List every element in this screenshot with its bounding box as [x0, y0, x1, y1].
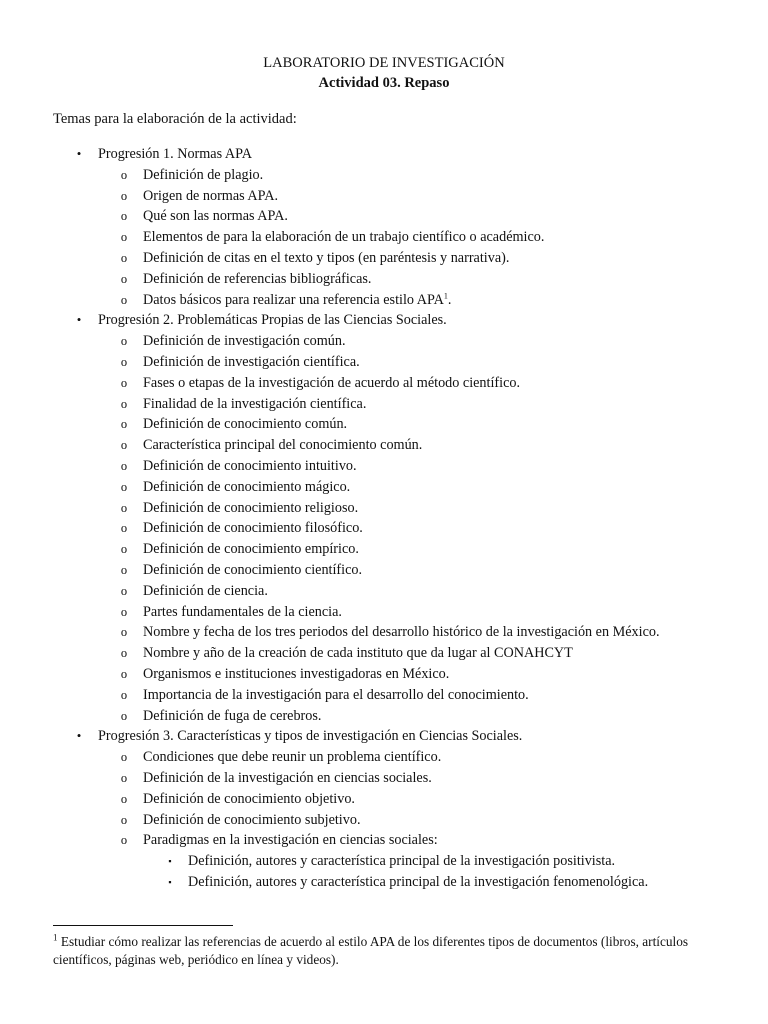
circle-marker: o: [120, 209, 128, 224]
list-item-text: [143, 498, 358, 519]
circle-marker: o: [120, 500, 128, 515]
list-item-text: [143, 331, 346, 352]
circle-marker: o: [120, 812, 128, 827]
circle-marker: o: [120, 521, 128, 536]
list-item-text: [143, 810, 361, 831]
list-item-text: [143, 643, 573, 664]
list-item-label: Definición de conocimiento objetivo.: [143, 790, 355, 807]
list-item-text: [143, 269, 371, 290]
list-item-text: [143, 664, 449, 685]
list-item: [0, 747, 768, 768]
list-item: [0, 706, 768, 727]
list-item-label: Qué son las normas APA.: [143, 208, 288, 225]
list-item: [0, 768, 768, 789]
bullet-marker: •: [76, 146, 82, 161]
list-item: [0, 373, 768, 394]
sub-list-item: [0, 872, 768, 893]
square-marker: ▪: [168, 876, 172, 887]
circle-marker: o: [120, 417, 128, 432]
circle-marker: o: [120, 625, 128, 640]
bullet-marker: •: [76, 312, 82, 328]
square-marker: ▪: [168, 856, 172, 867]
list-item-text: [143, 227, 544, 248]
list-item-label: Definición de conocimiento científico.: [143, 561, 363, 578]
circle-marker: o: [120, 167, 128, 182]
circle-marker: o: [120, 833, 128, 848]
list-item-text: [188, 851, 615, 872]
circle-marker: o: [120, 604, 128, 619]
list-item-text: [98, 310, 447, 331]
footnote: [53, 933, 723, 969]
list-item-label: Definición de investigación científica.: [143, 353, 360, 370]
section-heading: [0, 310, 768, 331]
circle-marker: o: [120, 230, 128, 245]
circle-marker: o: [120, 375, 128, 390]
list-item: [0, 165, 768, 186]
topic-list: [0, 144, 768, 893]
list-item: [0, 602, 768, 623]
list-item: [0, 206, 768, 227]
list-item-label: Definición de ciencia.: [143, 582, 268, 599]
document-subtitle: Actividad 03. Repaso: [318, 75, 450, 91]
list-item-text: [143, 435, 422, 456]
list-item-label: Definición de conocimiento filosófico.: [143, 520, 363, 537]
list-item-label: Nombre y fecha de los tres periodos del desarrollo histórico de la investigación en México.: [143, 624, 660, 641]
list-item-label: Nombre y año de la creación de cada instituto que da lugar al CONAHCYT: [143, 645, 573, 662]
list-item-text: [143, 414, 347, 435]
list-item-label: Progresión 1. Normas APA: [98, 146, 252, 162]
circle-marker: o: [120, 188, 128, 203]
list-item-text: [143, 373, 520, 394]
list-item-label: Progresión 2. Problemáticas Propias de las Ciencias Sociales.: [98, 312, 447, 329]
circle-marker: o: [120, 708, 128, 723]
list-item-label: Partes fundamentales de la ciencia.: [143, 603, 342, 620]
circle-marker: o: [120, 791, 128, 806]
footnote-reference: 1: [443, 290, 448, 300]
bullet-marker: •: [76, 728, 82, 744]
list-item-label: Definición, autores y característica principal de la investigación positivista.: [188, 853, 616, 870]
footnote-text: Estudiar cómo realizar las referencias de acuerdo al estilo APA de los diferentes tipos de documentos (libros, artículos científicos, páginas web, periódico en línea y videos).: [53, 934, 689, 967]
list-item-label: Definición de investigación común.: [143, 333, 346, 350]
list-item: [0, 664, 768, 685]
list-item: [0, 269, 768, 290]
list-item-text: [143, 456, 357, 477]
circle-marker: o: [120, 666, 128, 681]
circle-marker: o: [120, 271, 128, 286]
list-item: [0, 477, 768, 498]
list-item: [0, 186, 768, 207]
list-item-label: Condiciones que debe reunir un problema científico.: [143, 749, 442, 766]
circle-marker: o: [120, 750, 128, 765]
list-item-label: Importancia de la investigación para el desarrollo del conocimiento.: [143, 686, 529, 703]
list-item-label: Paradigmas en la investigación en ciencias sociales:: [143, 832, 438, 849]
list-item-text: [143, 290, 451, 311]
list-item-label: Característica principal del conocimiento común.: [143, 437, 423, 454]
list-item: [0, 643, 768, 664]
list-item-text: [143, 830, 438, 851]
list-item: [0, 539, 768, 560]
circle-marker: o: [120, 542, 128, 557]
list-item-text: [143, 560, 362, 581]
list-item-label: Fases o etapas de la investigación de acuerdo al método científico.: [143, 374, 521, 391]
list-item: [0, 394, 768, 415]
footnote-number: 1: [53, 932, 58, 943]
list-item-text: [143, 165, 263, 186]
list-item-text: [143, 581, 268, 602]
list-item-suffix: .: [447, 291, 452, 308]
circle-marker: o: [120, 646, 128, 661]
list-item: [0, 685, 768, 706]
footnote-separator: [53, 925, 233, 926]
list-item-label: Definición de conocimiento empírico.: [143, 541, 359, 558]
list-item: [0, 622, 768, 643]
list-item-label: Datos básicos para realizar una referencia estilo APA: [143, 291, 444, 308]
list-item: [0, 331, 768, 352]
list-item-label: Elementos de para la elaboración de un trabajo científico o académico.: [143, 229, 545, 246]
list-item-text: [143, 602, 342, 623]
list-item-label: Definición de conocimiento mágico.: [143, 478, 351, 495]
list-item-text: [143, 539, 359, 560]
list-item: [0, 498, 768, 519]
list-item-text: [143, 747, 441, 768]
list-item-text: [143, 477, 350, 498]
list-item-text: [143, 518, 363, 539]
list-item-text: [143, 768, 432, 789]
list-item-label: Definición de citas en el texto y tipos (en paréntesis y narrativa).: [143, 249, 510, 266]
list-item: [0, 435, 768, 456]
list-item: [0, 414, 768, 435]
list-item-text: [143, 248, 509, 269]
circle-marker: o: [120, 562, 128, 577]
list-item-text: [143, 394, 366, 415]
list-item-label: Definición de fuga de cerebros.: [143, 707, 322, 724]
list-item-text: [98, 726, 522, 747]
list-item-label: Definición de conocimiento intuitivo.: [143, 457, 357, 474]
circle-marker: o: [120, 479, 128, 494]
circle-marker: o: [120, 250, 128, 265]
list-item-label: Definición de plagio.: [143, 166, 264, 183]
list-item-text: [143, 186, 278, 207]
list-item-label: Finalidad de la investigación científica.: [143, 395, 367, 412]
list-item-text: [143, 352, 360, 373]
circle-marker: o: [120, 458, 128, 473]
list-item: [0, 560, 768, 581]
list-item-text: [143, 789, 355, 810]
list-item: [0, 581, 768, 602]
circle-marker: o: [120, 438, 128, 453]
list-item: [0, 290, 768, 311]
list-item-label: Definición de conocimiento subjetivo.: [143, 811, 361, 828]
list-item-text: [143, 206, 288, 227]
intro-text: Temas para la elaboración de la actividad:: [53, 111, 297, 127]
section-heading: [0, 144, 768, 165]
list-item-text: [143, 622, 660, 643]
list-item: [0, 810, 768, 831]
list-item: [0, 352, 768, 373]
circle-marker: o: [120, 292, 128, 307]
list-item-text: [98, 144, 252, 165]
list-item-text: [188, 872, 648, 893]
circle-marker: o: [120, 583, 128, 598]
circle-marker: o: [120, 334, 128, 349]
document-title: LABORATORIO DE INVESTIGACIÓN: [263, 55, 505, 71]
list-item: [0, 227, 768, 248]
list-item: [0, 789, 768, 810]
circle-marker: o: [120, 354, 128, 369]
list-item: [0, 518, 768, 539]
circle-marker: o: [120, 770, 128, 785]
list-item: [0, 248, 768, 269]
list-item-label: Origen de normas APA.: [143, 187, 279, 204]
section-heading: [0, 726, 768, 747]
list-item-text: [143, 706, 321, 727]
list-item-label: Organismos e instituciones investigadoras en México.: [143, 665, 450, 682]
list-item-text: [143, 685, 529, 706]
list-item: [0, 456, 768, 477]
list-item-label: Definición de conocimiento religioso.: [143, 499, 359, 516]
list-item-label: Progresión 3. Características y tipos de investigación en Ciencias Sociales.: [98, 728, 523, 745]
circle-marker: o: [120, 687, 128, 702]
circle-marker: o: [120, 396, 128, 411]
list-item-label: Definición de conocimiento común.: [143, 416, 348, 433]
list-item-label: Definición, autores y característica principal de la investigación fenomenológica.: [188, 873, 649, 890]
list-item-label: Definición de referencias bibliográficas.: [143, 270, 372, 287]
list-item-label: Definición de la investigación en ciencias sociales.: [143, 769, 432, 786]
list-item: [0, 830, 768, 851]
sub-list-item: [0, 851, 768, 872]
